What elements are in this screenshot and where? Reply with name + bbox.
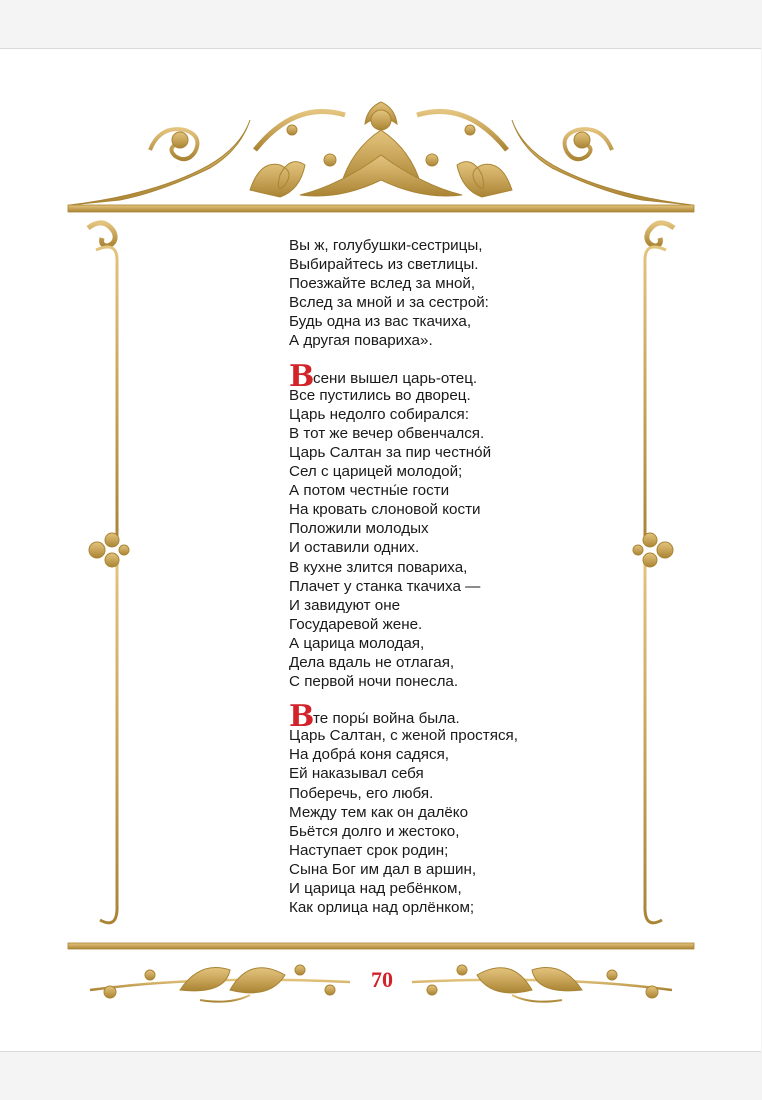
poem-line: Выбирайтесь из светлицы.: [289, 256, 479, 274]
left-column: [88, 223, 129, 923]
poem-line: В тот же вечер обвенчался.: [289, 424, 485, 442]
poem-line: Государевой жене.: [289, 615, 423, 633]
bottom-bar: [68, 943, 694, 949]
top-ornament: [70, 102, 692, 205]
poem-line: Вы ж, голубушки-сестрицы,: [289, 237, 483, 254]
stanza-2: [289, 358, 589, 692]
poem-line: [289, 358, 589, 394]
poem-line: И царица над ребёнком,: [289, 880, 462, 897]
poem-line: Как орлица над орлёнком;: [289, 899, 475, 917]
page-number: 70: [371, 967, 393, 992]
drop-cap: В: [289, 699, 315, 735]
poem-line: Ей наказывал себя: [289, 765, 424, 783]
drop-cap: В: [289, 358, 315, 394]
poem-line: Наступает срок родин;: [289, 841, 449, 859]
stanza-1: [289, 236, 589, 351]
poem-text: [289, 236, 589, 917]
poem-line: Сына Бог им дал в аршин,: [289, 860, 477, 878]
poem-line: Будь одна из вас ткачиха,: [289, 313, 472, 331]
poem-line: Царь недолго собирался:: [289, 405, 469, 423]
poem-line: Положили молодых: [289, 520, 429, 538]
poem-line: Сел с царицей молодой;: [289, 463, 463, 481]
poem-line: А царица молодая,: [289, 634, 425, 652]
top-bar: [68, 205, 694, 212]
poem-line: И оставили одних.: [289, 539, 420, 557]
poem-line-text: сени вышел царь-отец.: [313, 369, 478, 387]
poem-line: [289, 699, 589, 735]
poem-line: На кровать слоновой кости: [289, 501, 481, 519]
poem-line: Царь Салтан за пир честно́й: [289, 443, 492, 461]
poem-line: С первой ночи понесла.: [289, 673, 459, 691]
poem-line: Поберечь, его любя.: [289, 784, 434, 802]
poem-line: Между тем как он далёко: [289, 803, 469, 821]
poem-line: В кухне злится повариха,: [289, 558, 468, 576]
poem-line: А другая повариха».: [289, 332, 433, 350]
poem-line: И завидуют оне: [289, 596, 401, 614]
poem-line: Плачет у станка ткачиха —: [289, 577, 481, 595]
right-column: [633, 223, 674, 923]
poem-line: Поезжайте вслед за мной,: [289, 275, 476, 293]
poem-line: Бьётся долго и жестоко,: [289, 822, 460, 840]
poem-line: А потом честны́е гости: [289, 482, 450, 500]
poem-line: На добра́ коня садяся,: [289, 746, 450, 764]
poem-line: Дела вдаль не отлагая,: [289, 653, 455, 671]
stanza-3: [289, 699, 589, 917]
poem-line: Царь Салтан, с женой простяся,: [289, 727, 518, 745]
poem-line: Все пустились во дворец.: [289, 386, 471, 404]
poem-line-text: те поры́ война была.: [313, 710, 460, 728]
poem-line: Вслед за мной и за сестрой:: [289, 294, 489, 312]
